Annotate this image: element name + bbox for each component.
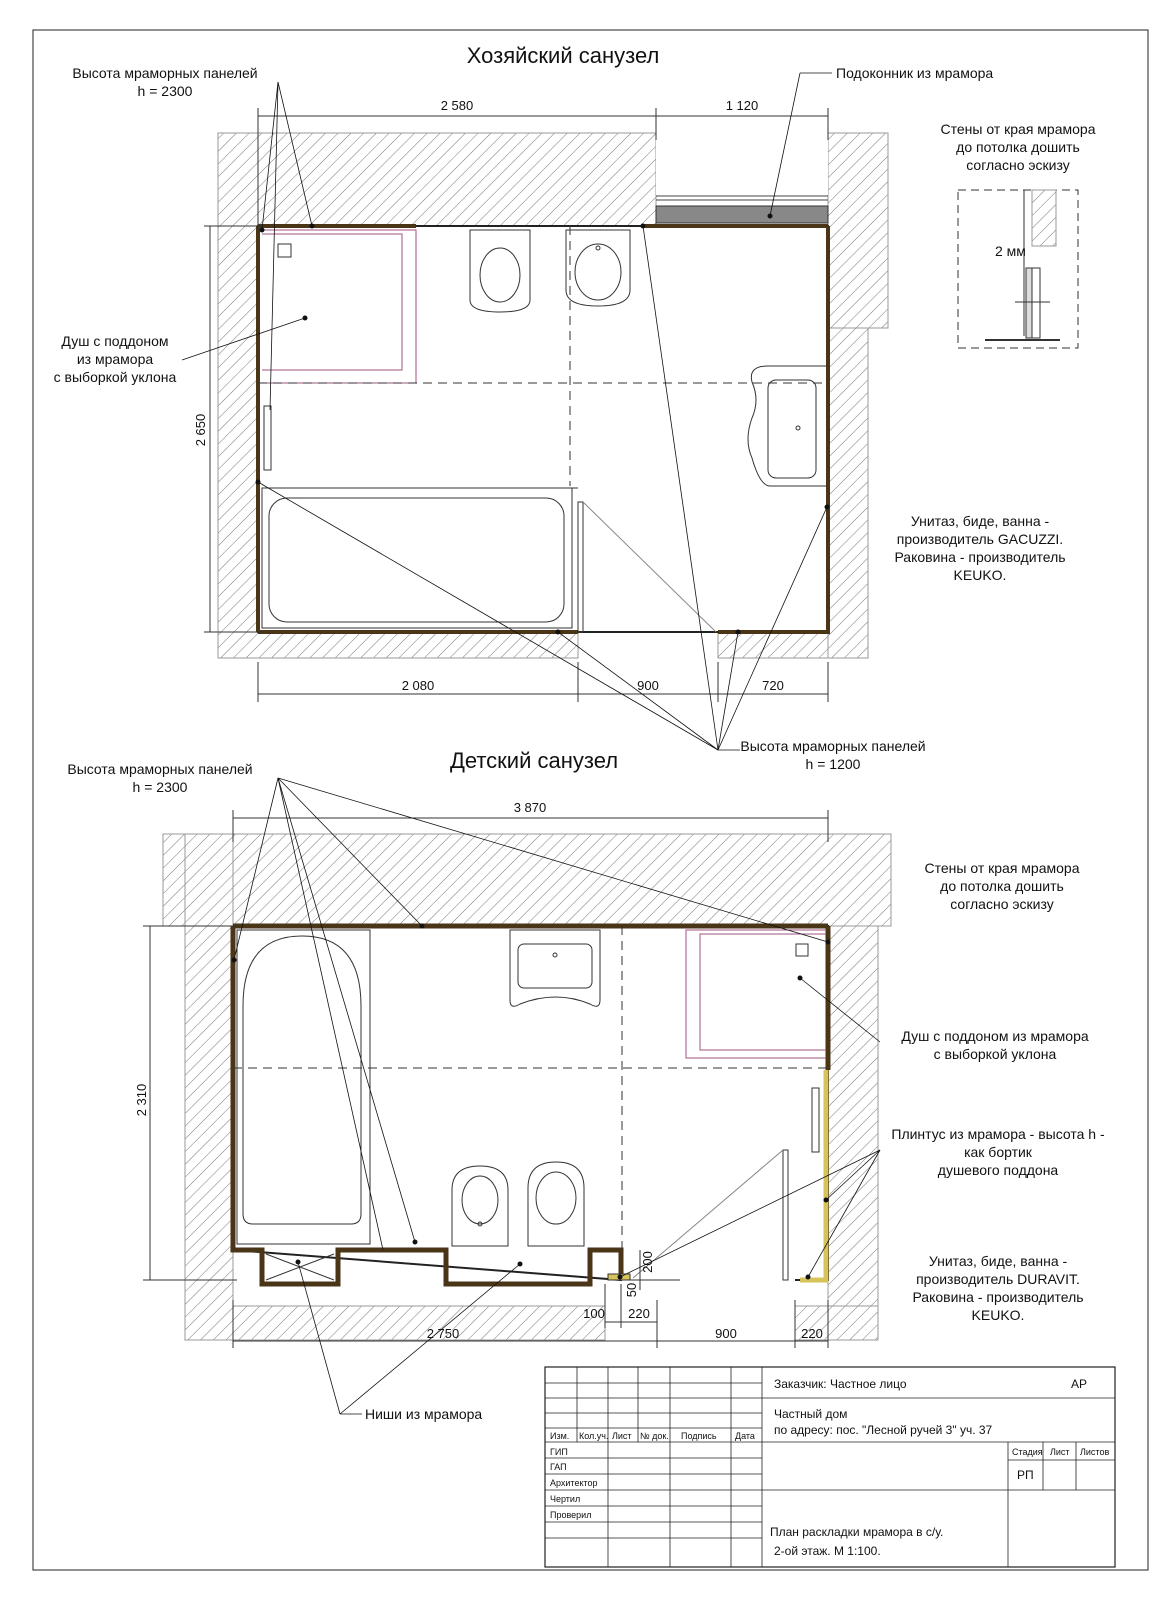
tb-sheets-header: Листов [1080,1447,1110,1457]
tb-role-drawn: Чертил [550,1494,581,1504]
tb-stage: РП [1017,1468,1034,1482]
tb-col-kol: Кол.уч. [579,1431,609,1441]
plan1-shower-label-3: с выборкой уклона [53,369,177,385]
plan2-shower-label-1: Душ с поддоном из мрамора [901,1028,1089,1044]
tb-role-checked: Проверил [550,1510,592,1520]
plan1-window [656,196,828,223]
plan1-dim-top-left: 2 580 [440,98,474,113]
tb-col-sign: Подпись [681,1431,717,1441]
plan2-panel-height-label-2: h = 2300 [132,779,188,795]
plan-master-bathroom [54,43,1096,772]
tb-role-gap: ГАП [550,1462,567,1472]
tb-col-izm: Изм. [550,1431,570,1441]
plan2-bidet [528,1162,584,1246]
plan2-manufacturer-4: KEUKO. [971,1307,1025,1323]
plan2-dim-height: 2 310 [134,1083,149,1117]
plan2-dim-220: 220 [628,1306,650,1321]
plan2-dim-bottom-left: 2 750 [426,1326,460,1341]
plan1-dim-height: 2 650 [193,413,208,447]
plan1-dim-bottom-right: 720 [762,678,784,693]
tb-col-doc: № док. [640,1431,669,1441]
plan1-dim-top-right: 1 120 [725,98,759,113]
plan2-walls-note-1: Стены от края мрамора [924,860,1080,876]
plan2-toilet [452,1166,508,1246]
plan2-manufacturer-2: производитель DURAVIT. [916,1271,1080,1287]
plan1-walls-note-3: согласно эскизу [966,157,1070,173]
tb-object-2: по адресу: пос. "Лесной ручей 3" уч. 37 [774,1423,993,1437]
plan1-walls-note-1: Стены от края мрамора [940,121,1096,137]
plan2-plinth-label-3: душевого поддона [937,1162,1059,1178]
tb-col-date: Дата [735,1431,755,1441]
plan1-dim-bottom-mid: 900 [637,678,659,693]
tb-customer: Заказчик: Частное лицо [774,1377,907,1391]
plan1-sill-label: Подоконник из мрамора [836,65,994,81]
plan2-dim-100: 100 [583,1306,605,1321]
plan1-room [258,226,828,632]
plan2-dim-bottom-right: 220 [801,1326,823,1341]
plan1-manufacturer-3: Раковина - производитель [894,549,1066,565]
tb-role-architect: Архитектор [550,1478,598,1488]
plan2-dim-200: 200 [640,1251,655,1273]
plan2-title: Детский санузел [449,748,619,773]
plan2-manufacturer-1: Унитаз, биде, ванна - [928,1253,1068,1269]
tb-sheet-title-2: 2-ой этаж. М 1:100. [774,1544,881,1558]
plan2-plinth-label-1: Плинтус из мрамора - высота h - [891,1126,1105,1142]
plan1-shower-label-2: из мрамора [76,351,154,367]
plan1-low-panel-label-2: h = 1200 [805,756,861,772]
plan1-walls-note-2: до потолка дошить [956,139,1080,155]
plan1-manufacturer-2: производитель GACUZZI. [896,531,1064,547]
tb-sheet-title-1: План раскладки мрамора в с/у. [770,1525,944,1539]
plan2-dim-bottom-mid: 900 [715,1326,737,1341]
detail-gap-label: 2 мм [995,243,1026,259]
plan2-manufacturer-3: Раковина - производитель [912,1289,1084,1305]
plan2-walls-note-2: до потолка дошить [940,878,1064,894]
plan1-shower-label-1: Душ с поддоном [61,333,169,349]
plan2-room [233,926,828,1284]
plan1-low-panel-label-1: Высота мраморных панелей [740,738,926,754]
plan2-walls-note-3: согласно эскизу [950,896,1054,912]
tb-stage-header: Стадия [1012,1447,1043,1457]
tb-code: АР [1071,1377,1088,1391]
plan2-niches-label: Ниши из мрамора [365,1406,483,1422]
plan1-panel-height-label-2: h = 2300 [137,83,193,99]
tb-sheet-header: Лист [1050,1447,1070,1457]
plan2-dim-50: 50 [624,1282,639,1298]
tb-role-gip: ГИП [550,1447,568,1457]
plan2-shower-label-2: с выборкой уклона [933,1046,1057,1062]
plan1-dim-bottom-left: 2 080 [401,678,435,693]
plan1-manufacturer-1: Унитаз, биде, ванна - [910,513,1050,529]
plan1-panel-height-label-1: Высота мраморных панелей [72,65,258,81]
plan2-plinth-label-2: как бортик [964,1144,1032,1160]
tb-object-1: Частный дом [774,1407,848,1421]
plan1-detail-sketch [958,190,1078,348]
plan1-title: Хозяйский санузел [466,43,660,68]
plan1-manufacturer-4: KEUKO. [953,567,1007,583]
plan2-panel-height-label-1: Высота мраморных панелей [67,761,253,777]
title-block [545,1367,1115,1567]
plan-children-bathroom [67,748,1105,1422]
plan2-dim-top: 3 870 [513,800,547,815]
tb-col-list: Лист [612,1431,632,1441]
marble-sill [656,206,828,223]
